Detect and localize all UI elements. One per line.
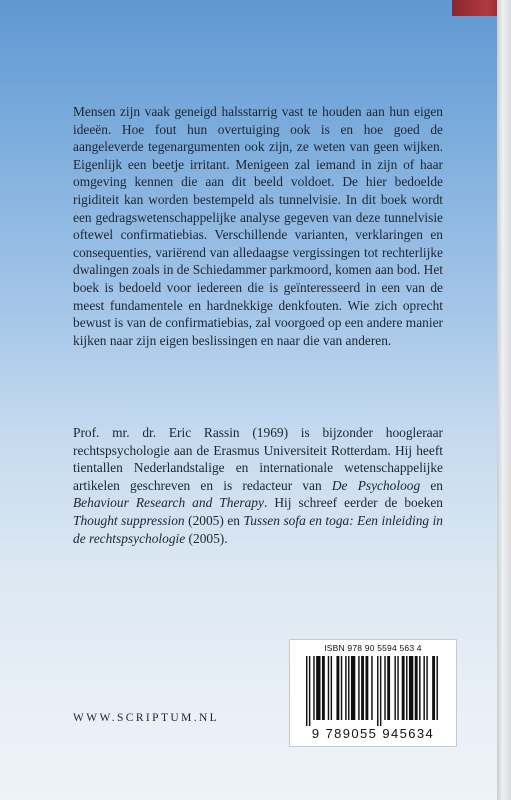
bio-text-and: en [420, 477, 443, 493]
barcode-label [289, 639, 457, 747]
bio-text-4: (2005). [185, 530, 228, 546]
ean-number: 9 789055 945634 [311, 726, 435, 741]
barcode-bar [432, 656, 435, 720]
barcode-bar [419, 656, 420, 720]
barcode-bar [409, 656, 413, 720]
author-bio [73, 424, 443, 547]
bio-text-3: (2005) en [184, 512, 244, 528]
barcode-bar [306, 656, 307, 726]
barcode-bar [365, 656, 368, 720]
barcode-bar [380, 656, 381, 726]
barcode-bar [351, 656, 355, 720]
journal-title-2: Behaviour Research and Therapy [73, 495, 264, 511]
barcode-bar [423, 656, 424, 720]
publisher-website: WWW.SCRIPTUM.NL [73, 712, 220, 724]
page-edge [497, 0, 511, 800]
barcode-bar [358, 656, 359, 720]
barcode-bar [371, 656, 372, 720]
journal-title-1: De Psycholoog [331, 477, 421, 493]
barcode-bar [322, 656, 325, 720]
barcode-bar [415, 656, 418, 720]
barcode-bar [397, 656, 398, 720]
barcode-bar [336, 656, 339, 720]
barcode-bar [361, 656, 364, 720]
barcode-bar [387, 656, 390, 720]
bio-text-2: . Hij schreef eerder de boeken [263, 495, 443, 511]
book-title-1: Thought suppression [73, 512, 185, 528]
barcode-bar [309, 656, 310, 726]
barcode-bar [406, 656, 407, 720]
barcode-bar [394, 656, 395, 720]
blurb-text: Mensen zijn vaak geneigd halsstarrig vast te houden aan hun eigen ideeën. Hoe fout hun overtuiging ook is en hoe goed de aangeleverde tegenargumenten ook zijn, ze weten van geen wijken. Eigenlijk een beetje irritant. Menigeen zal iemand in zijn of haar omgeving kennen die aan dit beeld voldoet. De hier bedoelde rigiditeit kan worden bestempeld als tunnelvisie. In dit boek wordt een gedragswetenschappelijke analyse gegeven van deze tunnelvisie oftewel confirmatiebias. Verschillende varianten, verklaringen en consequenties, variërend van alledaagse vergissingen tot rechterlijke dwalingen zoals in de Schiedammer parkmoord, komen aan bod. Het boek is bedoeld voor iedereen die is geïnteresseerd in een van de meest fundamentele en hardnekkige denkfouten. Wie zich oprecht bewust is van de confirmatiebias, zal voorgoed op een andere manier kijken naar zijn eigen beslissingen en naar die van anderen. [73, 104, 443, 348]
bio-text-1: Prof. mr. dr. Eric Rassin (1969) is bijzonder hoogleraar rechtspsychologie aan de Erasmus Universiteit Rotterdam. Hij heeft tientallen Nederlandstalige en internationale wetenschappelijke artikelen geschreven en is redacteur van [73, 425, 443, 493]
barcode-bar [437, 656, 438, 720]
barcode-bar [377, 656, 378, 726]
isbn-number: ISBN 978 90 5594 563 4 [324, 643, 422, 653]
barcode-icon [298, 656, 448, 726]
barcode-bar [313, 656, 314, 720]
barcode-bar [328, 656, 329, 720]
barcode-bar [345, 656, 346, 720]
barcode-bar [384, 656, 385, 720]
barcode-bar [426, 656, 427, 720]
barcode-bar [402, 656, 405, 720]
barcode-bar [341, 656, 342, 720]
barcode-bar [331, 656, 332, 720]
book-title-2: Tussen sofa en toga: Een inleiding in de rechtspsychologie [73, 512, 444, 546]
barcode-bar [316, 656, 320, 720]
barcode-bar [348, 656, 349, 720]
